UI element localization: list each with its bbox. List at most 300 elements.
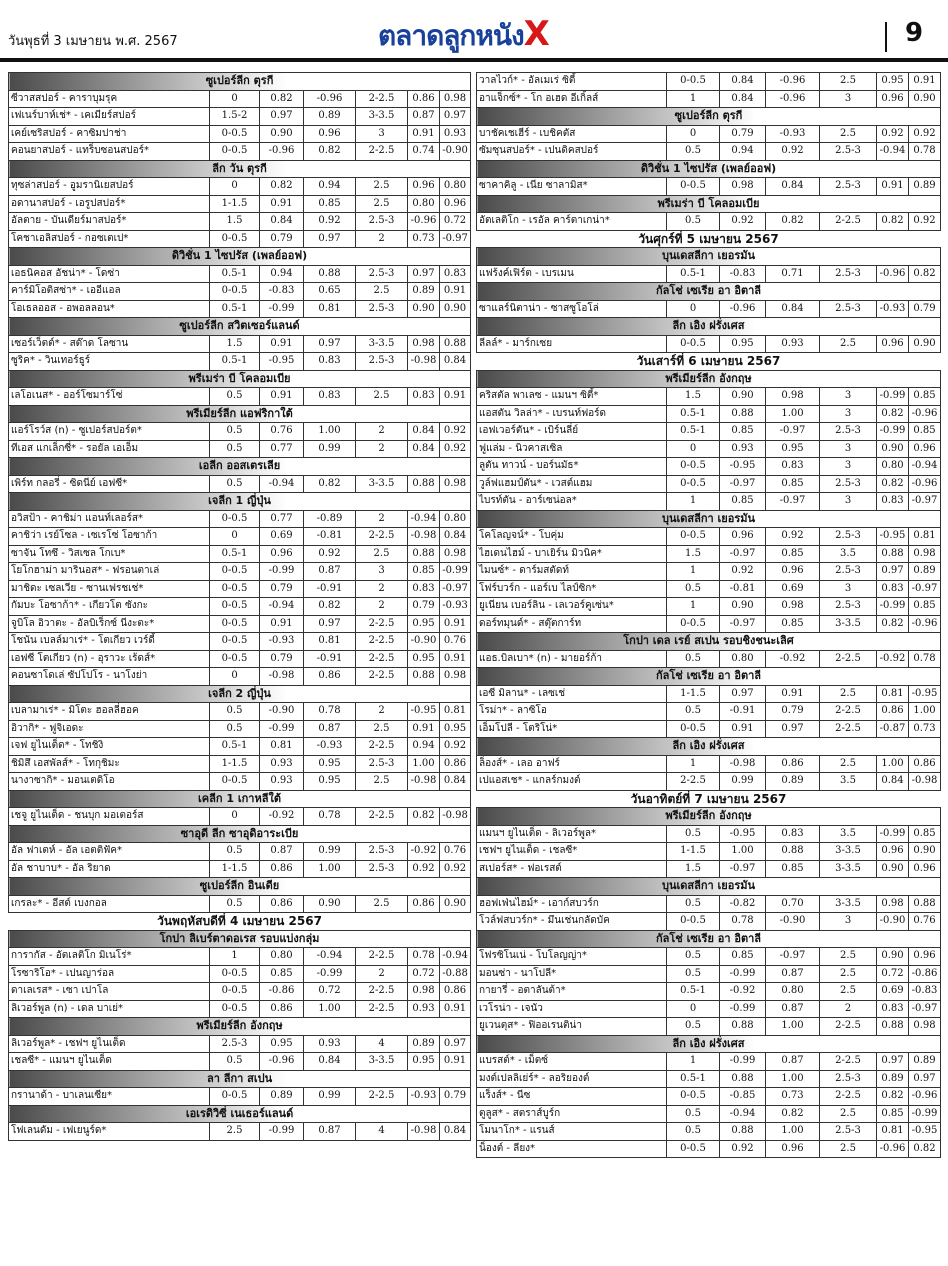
league-header — [477, 808, 941, 826]
odds-value: 0.65 — [304, 283, 356, 301]
league-header — [9, 318, 471, 336]
odds-value: 0.89 — [877, 1070, 909, 1088]
odds-value: 0.96 — [909, 948, 941, 966]
match-row — [477, 265, 941, 283]
odds-value: -0.95 — [720, 458, 766, 476]
odds-value: 0.84 — [720, 90, 766, 108]
match-row — [9, 545, 471, 563]
match-teams: โรม่า* - ลาซิโอ — [477, 703, 667, 721]
date-header — [477, 790, 941, 808]
odds-value: 0 — [210, 528, 260, 546]
league-title: บุนเดสลีกา เยอรมัน — [477, 510, 941, 528]
odds-value: 0.93 — [720, 440, 766, 458]
match-teams: ไมนซ์* - ดาร์มสตัดท์ — [477, 563, 667, 581]
odds-value: 3 — [820, 580, 877, 598]
match-teams: คาร์มิโอติสซ่า* - เออีแอล — [9, 283, 210, 301]
odds-value: 0.72 — [440, 213, 471, 231]
odds-value: 0.90 — [260, 125, 304, 143]
match-row — [9, 615, 471, 633]
match-date: วันพฤหัสบดีที่ 4 เมษายน 2567 — [9, 913, 471, 931]
match-row — [9, 213, 471, 231]
odds-value: 0.5 — [210, 843, 260, 861]
odds-value: -0.97 — [440, 230, 471, 248]
match-row — [9, 108, 471, 126]
match-teams: อัตเลติโก - เรอัล คาร์ตาเกน่า* — [477, 213, 667, 231]
odds-value: 1 — [667, 493, 720, 511]
odds-value: 0.95 — [260, 1035, 304, 1053]
odds-value: 0.91 — [440, 283, 471, 301]
odds-value: 0.87 — [766, 1053, 820, 1071]
odds-value: 0.91 — [260, 388, 304, 406]
odds-value: 0.95 — [408, 615, 440, 633]
odds-value: 0.5-1 — [210, 300, 260, 318]
odds-value: 1 — [667, 90, 720, 108]
odds-value: -0.94 — [260, 598, 304, 616]
odds-value: 0.80 — [720, 650, 766, 668]
match-teams: เชจู ยูไนเต็ด - ชนบุก มอเตอร์ส — [9, 808, 210, 826]
odds-value: -0.90 — [408, 633, 440, 651]
odds-value: 2 — [356, 423, 408, 441]
odds-value: 0.93 — [260, 773, 304, 791]
odds-value: 0.87 — [304, 720, 356, 738]
match-row — [477, 493, 941, 511]
league-title: ดิวิชั่น 1 ไซปรัส (เพลย์ออฟ) — [477, 160, 941, 178]
odds-value: 0.88 — [720, 1070, 766, 1088]
odds-value: 0.5 — [210, 720, 260, 738]
odds-value: 2-2.5 — [820, 213, 877, 231]
odds-value: 0.84 — [877, 773, 909, 791]
match-row — [9, 773, 471, 791]
odds-value: 0.76 — [909, 913, 941, 931]
odds-value: 0.97 — [260, 108, 304, 126]
odds-value: 2 — [820, 1000, 877, 1018]
odds-value: 3-3.5 — [820, 860, 877, 878]
date-header — [9, 913, 471, 931]
odds-value: 2.5 — [820, 685, 877, 703]
match-row — [477, 213, 941, 231]
odds-value: 2-2.5 — [356, 615, 408, 633]
right-odds-rows — [477, 73, 941, 1158]
odds-value: 0-0.5 — [210, 563, 260, 581]
odds-value: 0.85 — [766, 545, 820, 563]
league-header — [477, 108, 941, 126]
league-title: ลา ลีกา สเปน — [9, 1070, 471, 1088]
odds-value: 0.96 — [260, 545, 304, 563]
match-teams: โฟรซิโนเน่ - โบโลญญ่า* — [477, 948, 667, 966]
match-teams: เฟเนร์บาห์เช่* - เคเมียร์สปอร์ — [9, 108, 210, 126]
odds-value: 3.5 — [820, 825, 877, 843]
league-header — [9, 1105, 471, 1123]
match-teams: ดาเลเรส* - เซา เปาโล — [9, 983, 210, 1001]
odds-value: 0.5 — [667, 213, 720, 231]
odds-value: 0.91 — [440, 650, 471, 668]
odds-value: 0.79 — [260, 650, 304, 668]
odds-value: 0.78 — [909, 650, 941, 668]
odds-value: -0.92 — [877, 650, 909, 668]
odds-value: 0-0.5 — [667, 1140, 720, 1158]
odds-value: 2-2.5 — [820, 1018, 877, 1036]
odds-value: 2 — [356, 440, 408, 458]
odds-value: 0.81 — [877, 1123, 909, 1141]
league-title: ซูเปอร์ลีก สวิตเซอร์แลนด์ — [9, 318, 471, 336]
odds-value: -0.96 — [260, 1053, 304, 1071]
logo-text: ตลาดลูกหนัง — [378, 19, 524, 52]
odds-value: 2 — [356, 230, 408, 248]
masthead-logo — [378, 14, 549, 58]
odds-value: 0 — [667, 1000, 720, 1018]
match-teams: นางาซากิ* - มอนเตดิโอ — [9, 773, 210, 791]
league-title: ลีก เอิง ฝรั่งเศส — [477, 738, 941, 756]
match-teams: น็องต์ - ลียง* — [477, 1140, 667, 1158]
odds-value: -0.81 — [720, 580, 766, 598]
odds-value: 0-0.5 — [667, 720, 720, 738]
odds-value: 0-0.5 — [667, 1088, 720, 1106]
match-teams: สเปอร์ส* - ฟอเรสต์ — [477, 860, 667, 878]
odds-value: 0.81 — [877, 685, 909, 703]
odds-value: 0.91 — [720, 720, 766, 738]
odds-value: 0-0.5 — [667, 73, 720, 91]
match-teams: เอธนิคอส อัชน่า* - โดซ่า — [9, 265, 210, 283]
odds-value: 2.5-3 — [356, 300, 408, 318]
odds-value: 0.5 — [667, 1018, 720, 1036]
match-row — [477, 440, 941, 458]
match-teams: อดานาสปอร์ - เอรูปสปอร์* — [9, 195, 210, 213]
odds-value: 2.5-3 — [210, 1035, 260, 1053]
odds-value: -0.96 — [877, 265, 909, 283]
odds-value: 0.82 — [260, 178, 304, 196]
odds-value: -0.99 — [304, 965, 356, 983]
odds-value: 0.97 — [440, 1035, 471, 1053]
match-teams: เอฟซี โตเกียว (n) - อุราวะ เร้ดส์* — [9, 650, 210, 668]
match-teams: โอเธลออส - อพอลลอน* — [9, 300, 210, 318]
match-row — [9, 895, 471, 913]
match-teams: จูบิโล อิวาตะ - อัลบิเร็กซ์ นีงะตะ* — [9, 615, 210, 633]
odds-value: 2.5-3 — [820, 178, 877, 196]
odds-value: 2.5 — [356, 195, 408, 213]
match-teams: เกรละ* - อีสต์ เบงกอล — [9, 895, 210, 913]
odds-value: 0.87 — [304, 563, 356, 581]
league-header — [9, 405, 471, 423]
odds-value: 0.91 — [440, 1053, 471, 1071]
odds-value: -0.97 — [720, 545, 766, 563]
odds-value: 0.82 — [877, 615, 909, 633]
odds-value: 0.94 — [720, 143, 766, 161]
odds-value: 2-2.5 — [356, 650, 408, 668]
odds-value: -0.83 — [260, 283, 304, 301]
match-teams: ลิเวอร์พูล (n) - เดล บาเย่* — [9, 1000, 210, 1018]
odds-value: 3-3.5 — [356, 108, 408, 126]
odds-value: 0.88 — [304, 265, 356, 283]
league-header — [477, 283, 941, 301]
left-odds-column — [8, 72, 470, 1141]
league-title: พรีเมียร์ลีก อังกฤษ — [9, 1018, 471, 1036]
odds-value: 0.5-1 — [667, 265, 720, 283]
odds-value: 0 — [210, 90, 260, 108]
odds-value: 0.90 — [440, 300, 471, 318]
odds-value: 0.91 — [766, 685, 820, 703]
match-teams: เคย์เซริสปอร์ - คาซิมปาช่า — [9, 125, 210, 143]
odds-value: 0.88 — [408, 475, 440, 493]
odds-value: 2-2.5 — [356, 1000, 408, 1018]
odds-value: 1 — [667, 598, 720, 616]
odds-value: 2.5-3 — [356, 265, 408, 283]
match-row — [9, 983, 471, 1001]
odds-value: 0.86 — [408, 90, 440, 108]
odds-value: -0.97 — [766, 948, 820, 966]
match-teams: เปแอสเช* - แกลร์กมงต์ — [477, 773, 667, 791]
odds-value: 0.85 — [877, 1105, 909, 1123]
odds-value: 0.99 — [304, 1088, 356, 1106]
odds-value: 0.94 — [260, 265, 304, 283]
match-row — [477, 1140, 941, 1158]
odds-value: 4 — [356, 1123, 408, 1141]
match-teams: ซัมซุนสปอร์* - เปนดิคสปอร์ — [477, 143, 667, 161]
match-row — [477, 755, 941, 773]
league-title: เคลีก 1 เกาหลีใต้ — [9, 790, 471, 808]
match-row — [477, 405, 941, 423]
match-teams: แบรสต์* - เม็ตซ์ — [477, 1053, 667, 1071]
odds-value: 0.85 — [909, 423, 941, 441]
odds-value: 0.91 — [260, 335, 304, 353]
match-row — [477, 528, 941, 546]
league-header — [477, 878, 941, 896]
odds-value: -0.93 — [877, 300, 909, 318]
odds-value: -0.96 — [909, 615, 941, 633]
odds-value: 0.79 — [720, 125, 766, 143]
league-header — [9, 73, 471, 91]
league-header — [9, 458, 471, 476]
match-row — [9, 843, 471, 861]
odds-value: 0 — [667, 300, 720, 318]
odds-value: 0.99 — [304, 440, 356, 458]
odds-value: 0-0.5 — [210, 1088, 260, 1106]
odds-value: 0-0.5 — [667, 615, 720, 633]
odds-value: 0.95 — [408, 650, 440, 668]
match-teams: อัลตาย - บันเดียร์มาสปอร์* — [9, 213, 210, 231]
odds-value: 2.5 — [356, 388, 408, 406]
odds-value: -0.99 — [260, 1123, 304, 1141]
odds-value: 0.82 — [766, 213, 820, 231]
odds-value: 0-0.5 — [667, 913, 720, 931]
odds-value: 0.82 — [766, 1105, 820, 1123]
league-title: ซาอุดี ลีก ซาอุดิอาระเบีย — [9, 825, 471, 843]
odds-value: 0.88 — [720, 1018, 766, 1036]
odds-value: 0.95 — [766, 440, 820, 458]
match-row — [477, 388, 941, 406]
league-title: พรีเมียร์ลีก แอฟริกาใต้ — [9, 405, 471, 423]
odds-value: 2-2.5 — [820, 650, 877, 668]
match-row — [477, 983, 941, 1001]
match-row — [9, 423, 471, 441]
match-date: วันเสาร์ที่ 6 เมษายน 2567 — [477, 353, 941, 371]
odds-value: 0.89 — [304, 108, 356, 126]
odds-value: 0.93 — [408, 1000, 440, 1018]
odds-value: 2.5 — [820, 1105, 877, 1123]
match-teams: ทีเอส แกเล็กซี่* - รอยัล เอเอ็ม — [9, 440, 210, 458]
odds-value: 0.96 — [909, 860, 941, 878]
odds-value: 0.94 — [408, 738, 440, 756]
odds-value: 0.85 — [909, 598, 941, 616]
odds-value: 0.92 — [720, 213, 766, 231]
odds-value: -0.97 — [766, 493, 820, 511]
odds-value: 0.92 — [440, 423, 471, 441]
match-teams: อวิสป้า - คาชิม่า แอนท์เลอร์ส* — [9, 510, 210, 528]
odds-value: 0.87 — [766, 965, 820, 983]
league-header — [477, 510, 941, 528]
odds-value: 0.84 — [766, 300, 820, 318]
header-rule — [0, 58, 948, 62]
match-teams: การากัส - อัตเลติโก มิเนโร่* — [9, 948, 210, 966]
odds-value: 0.98 — [909, 1018, 941, 1036]
odds-value: -0.97 — [909, 1000, 941, 1018]
logo-x: X — [523, 14, 549, 54]
odds-value: 0.92 — [766, 528, 820, 546]
match-row — [477, 475, 941, 493]
odds-value: 0.88 — [766, 843, 820, 861]
match-teams: คริสตัล พาเลซ - แมนฯ ซิตี้* — [477, 388, 667, 406]
odds-value: 0.78 — [304, 703, 356, 721]
match-row — [9, 388, 471, 406]
odds-value: 0.5 — [667, 703, 720, 721]
odds-value: 0.91 — [440, 388, 471, 406]
odds-value: 2.5 — [356, 773, 408, 791]
odds-value: 0.73 — [909, 720, 941, 738]
odds-value: 0.86 — [909, 755, 941, 773]
odds-value: 0.71 — [766, 265, 820, 283]
league-header — [9, 685, 471, 703]
odds-value: -0.95 — [877, 528, 909, 546]
odds-value: 0.84 — [260, 213, 304, 231]
league-title: พรีเมร่า บี โคลอมเบีย — [9, 370, 471, 388]
odds-value: -0.97 — [909, 493, 941, 511]
odds-value: 0.77 — [260, 440, 304, 458]
odds-value: 3-3.5 — [356, 335, 408, 353]
odds-value: 0 — [667, 125, 720, 143]
odds-value: 2.5-3 — [820, 528, 877, 546]
odds-value: 2-2.5 — [356, 143, 408, 161]
odds-value: 2.5-3 — [820, 1070, 877, 1088]
odds-value: 0.85 — [766, 615, 820, 633]
odds-value: 0.90 — [720, 388, 766, 406]
odds-value: 0.91 — [260, 615, 304, 633]
league-title: ลีก เอิง ฝรั่งเศส — [477, 1035, 941, 1053]
odds-value: -0.98 — [408, 773, 440, 791]
odds-value: 0.84 — [408, 440, 440, 458]
odds-value: 0.99 — [304, 843, 356, 861]
odds-value: 0.5 — [667, 948, 720, 966]
odds-value: -0.91 — [304, 650, 356, 668]
odds-value: 0.5-1 — [667, 983, 720, 1001]
league-title: เจลีก 1 ญี่ปุ่น — [9, 493, 471, 511]
odds-value: 0.82 — [304, 143, 356, 161]
match-teams: โฟเลนดัม - เฟเยนูร์ด* — [9, 1123, 210, 1141]
league-title: ซูเปอร์ลีก ตุรกี — [477, 108, 941, 126]
odds-value: 0.5 — [667, 650, 720, 668]
league-header — [477, 633, 941, 651]
odds-value: 0.82 — [408, 808, 440, 826]
odds-value: 0.90 — [408, 300, 440, 318]
odds-value: 1-1.5 — [210, 755, 260, 773]
odds-value: 0.93 — [304, 1035, 356, 1053]
odds-value: 2.5 — [356, 895, 408, 913]
odds-value: 0.87 — [408, 108, 440, 126]
odds-value: 0.83 — [304, 353, 356, 371]
match-row — [9, 1088, 471, 1106]
match-row — [9, 668, 471, 686]
odds-value: 0.88 — [408, 545, 440, 563]
odds-value: -0.94 — [440, 948, 471, 966]
odds-value: -0.90 — [766, 913, 820, 931]
match-teams: ลิเวอร์พูล* - เชฟฯ ยูไนเต็ด — [9, 1035, 210, 1053]
match-date: วันอาทิตย์ที่ 7 เมษายน 2567 — [477, 790, 941, 808]
odds-value: -0.90 — [440, 143, 471, 161]
odds-value: 0.76 — [260, 423, 304, 441]
odds-value: 2.5 — [210, 1123, 260, 1141]
match-row — [477, 335, 941, 353]
odds-value: 0.5 — [667, 1105, 720, 1123]
match-teams: ทุซล่าสปอร์ - อูมรานิเยสปอร์ — [9, 178, 210, 196]
odds-value: 0.98 — [720, 178, 766, 196]
odds-value: 0.97 — [408, 265, 440, 283]
match-row — [477, 300, 941, 318]
league-header — [9, 248, 471, 266]
odds-value: 0.83 — [440, 265, 471, 283]
odds-value: 0.5-1 — [210, 353, 260, 371]
odds-value: 0.89 — [909, 563, 941, 581]
odds-value: 2-2.5 — [356, 808, 408, 826]
odds-value: -0.99 — [260, 720, 304, 738]
odds-value: -0.97 — [909, 580, 941, 598]
odds-value: 0.95 — [440, 720, 471, 738]
match-teams: เซอร์เว็ตต์* - สต๊าด โลซาน — [9, 335, 210, 353]
odds-value: -0.94 — [408, 510, 440, 528]
odds-value: -0.91 — [304, 580, 356, 598]
odds-value: 0-0.5 — [210, 580, 260, 598]
match-row — [9, 580, 471, 598]
odds-value: -0.92 — [766, 650, 820, 668]
odds-value: 3-3.5 — [820, 895, 877, 913]
odds-value: -0.83 — [909, 983, 941, 1001]
league-header — [477, 318, 941, 336]
match-teams: เพิร์ท กลอรี่ - ซิดนีย์ เอฟซี* — [9, 475, 210, 493]
odds-value: 0-0.5 — [667, 335, 720, 353]
odds-value: -0.99 — [909, 1105, 941, 1123]
odds-value: 0.82 — [877, 405, 909, 423]
match-row — [477, 73, 941, 91]
odds-value: 0 — [210, 808, 260, 826]
odds-value: 0.86 — [440, 755, 471, 773]
odds-value: -0.98 — [408, 353, 440, 371]
odds-value: 0.5 — [667, 965, 720, 983]
odds-value: 0.82 — [877, 213, 909, 231]
odds-value: 0.92 — [877, 125, 909, 143]
match-teams: เบลามาเร่* - มิโตะ ฮอลลี่ฮอค — [9, 703, 210, 721]
odds-value: 0.91 — [877, 178, 909, 196]
odds-value: 3 — [820, 493, 877, 511]
odds-value: 2-2.5 — [356, 528, 408, 546]
odds-value: 0-0.5 — [667, 528, 720, 546]
odds-value: 2-2.5 — [356, 668, 408, 686]
match-date: วันศุกร์ที่ 5 เมษายน 2567 — [477, 230, 941, 248]
league-title: ซูเปอร์ลีก อินเดีย — [9, 878, 471, 896]
odds-value: 0-0.5 — [210, 965, 260, 983]
odds-value: 0.89 — [408, 283, 440, 301]
match-teams: มงต์เปลลิเย่ร์* - ลอริยองต์ — [477, 1070, 667, 1088]
league-header — [477, 738, 941, 756]
league-header — [477, 1035, 941, 1053]
odds-value: 0.97 — [766, 720, 820, 738]
odds-value: -0.93 — [304, 738, 356, 756]
